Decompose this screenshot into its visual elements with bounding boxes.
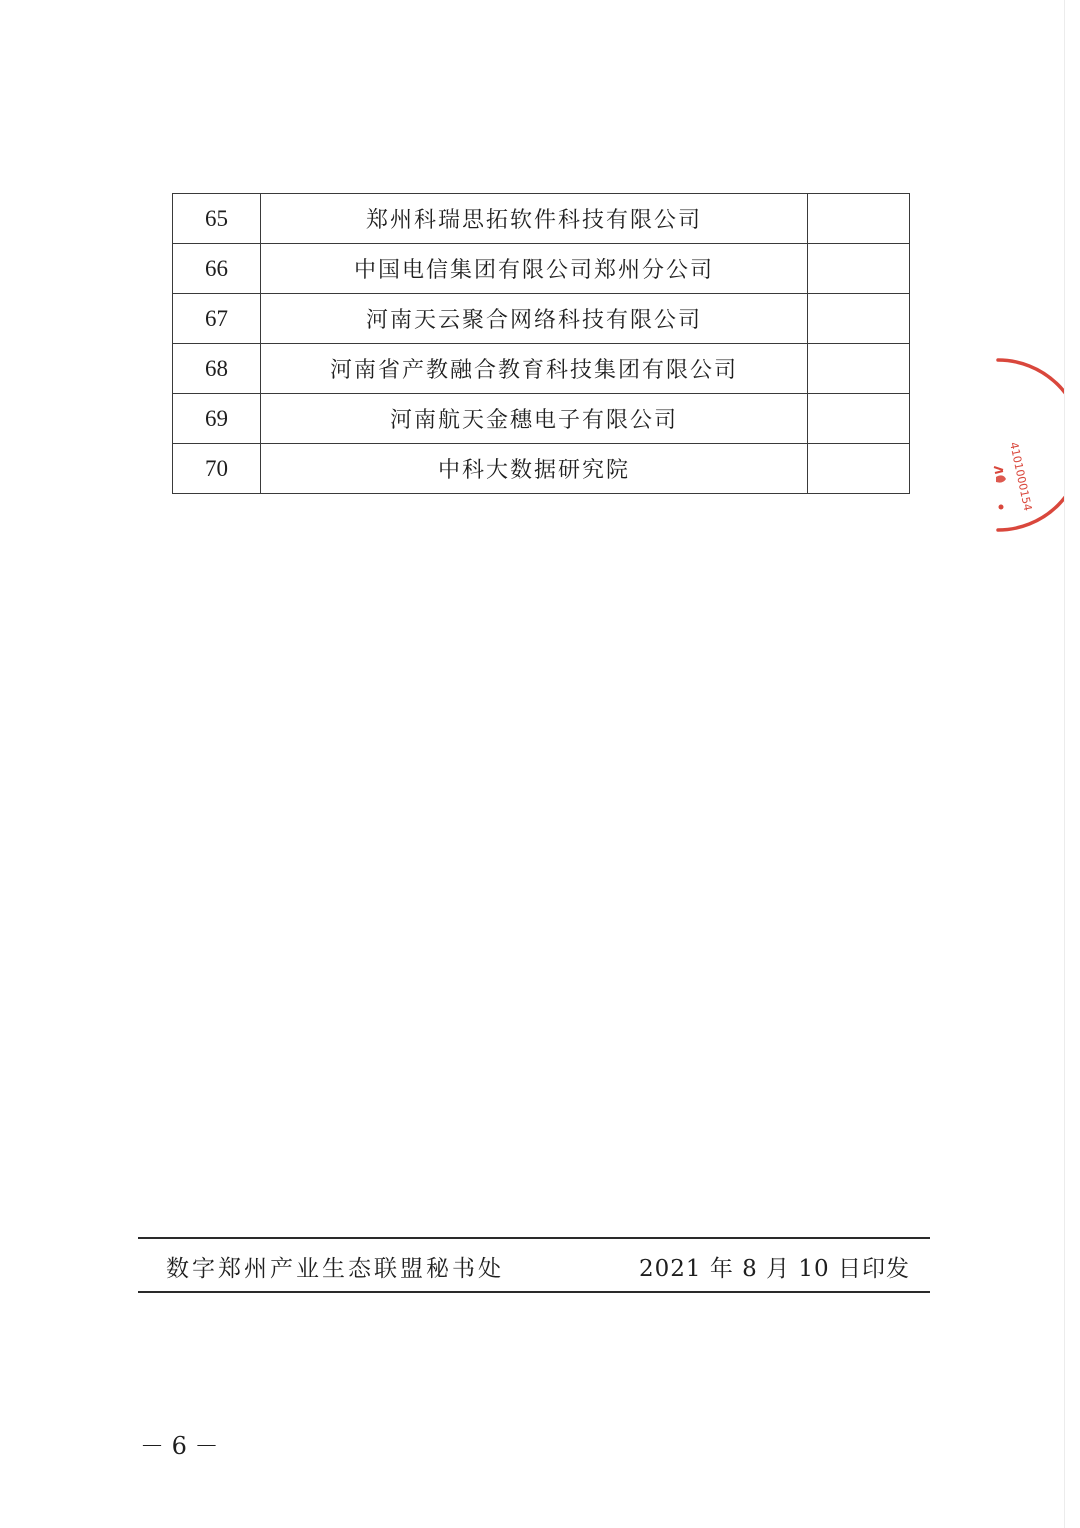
official-seal bbox=[980, 355, 1064, 535]
footer-bottom-rule bbox=[138, 1291, 930, 1293]
remark-cell bbox=[808, 344, 910, 394]
remark-cell bbox=[808, 194, 910, 244]
company-name: 中科大数据研究院 bbox=[261, 444, 808, 494]
member-list-table bbox=[172, 193, 910, 494]
remark-cell bbox=[808, 444, 910, 494]
row-number: 67 bbox=[173, 294, 261, 344]
row-number: 70 bbox=[173, 444, 261, 494]
table-row bbox=[173, 444, 910, 494]
seal-graphic bbox=[980, 355, 1064, 535]
row-number: 68 bbox=[173, 344, 261, 394]
company-name: 河南省产教融合教育科技集团有限公司 bbox=[261, 344, 808, 394]
company-name: 河南航天金穗电子有限公司 bbox=[261, 394, 808, 444]
seal-code-text: 4101000154 bbox=[1007, 440, 1035, 513]
footer-issue-date: 2021 年 8 月 10 日印发 bbox=[639, 1256, 910, 1282]
table-row bbox=[173, 344, 910, 394]
company-name: 郑州科瑞思拓软件科技有限公司 bbox=[261, 194, 808, 244]
table-row bbox=[173, 394, 910, 444]
table-row bbox=[173, 244, 910, 294]
row-number: 69 bbox=[173, 394, 261, 444]
footer-issuer: 数字郑州产业生态联盟秘书处 bbox=[166, 1256, 504, 1282]
footer-top-rule bbox=[138, 1237, 930, 1239]
company-name: 河南天云聚合网络科技有限公司 bbox=[261, 294, 808, 344]
company-name: 中国电信集团有限公司郑州分公司 bbox=[261, 244, 808, 294]
table-row bbox=[173, 294, 910, 344]
remark-cell bbox=[808, 294, 910, 344]
page-edge-line bbox=[1064, 0, 1065, 1528]
remark-cell bbox=[808, 394, 910, 444]
table-row bbox=[173, 194, 910, 244]
row-number: 65 bbox=[173, 194, 261, 244]
remark-cell bbox=[808, 244, 910, 294]
page-number: － 6 － bbox=[140, 1432, 219, 1460]
row-number: 66 bbox=[173, 244, 261, 294]
